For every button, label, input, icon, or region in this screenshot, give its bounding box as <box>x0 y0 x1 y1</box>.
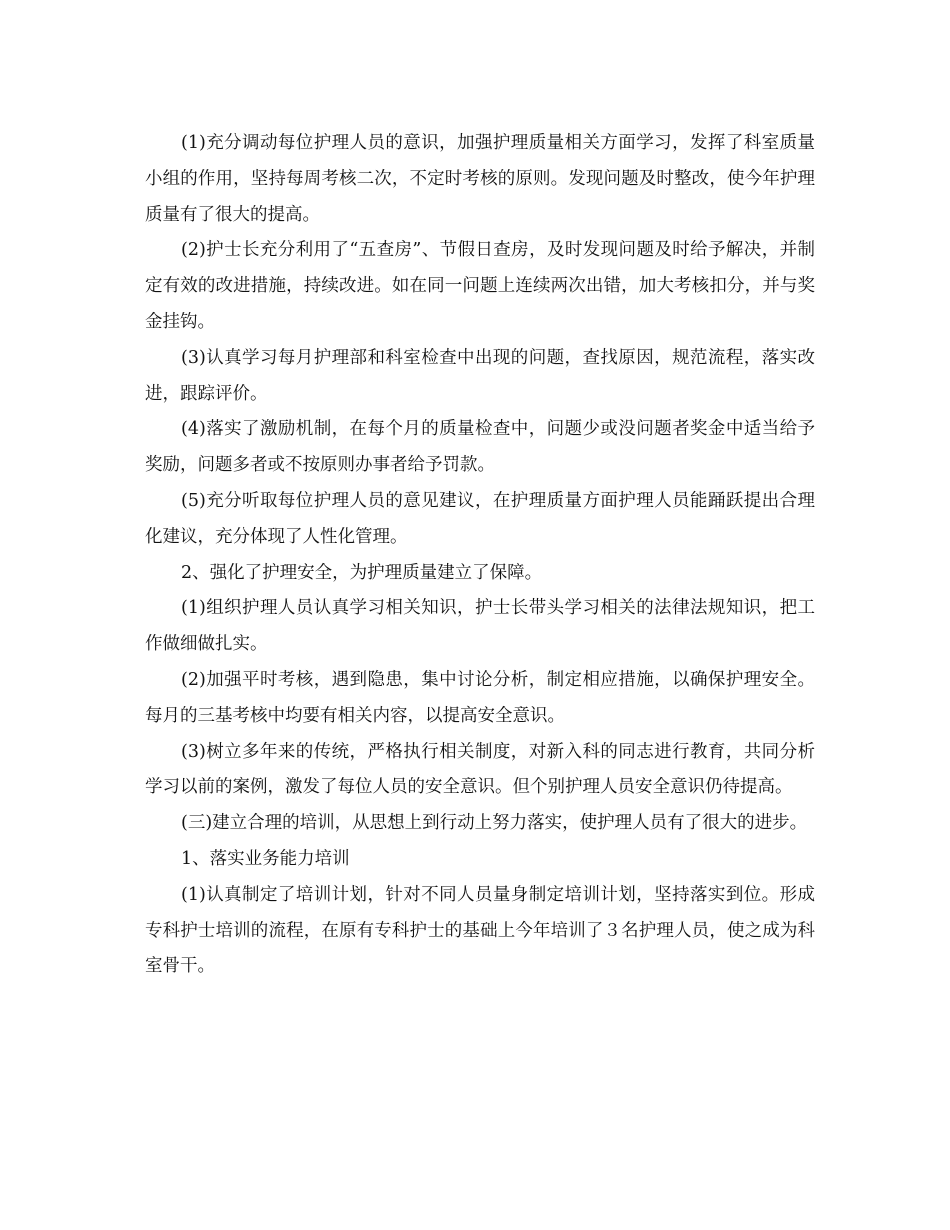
paragraph-quality-2: (2)护士长充分利用了“五查房”、节假日查房，及时发现问题及时给予解决，并制定有效的改进措施，持续改进。如在同一问题上连续两次出错，加大考核扣分，并与奖金挂钩。 <box>145 240 815 332</box>
paragraph-quality-4: (4)落实了激励机制，在每个月的质量检查中，问题少或没问题者奖金中适当给予奖励，问题多者或不按原则办事者给予罚款。 <box>145 419 815 476</box>
subheading-skills-training: 1、落实业务能力培训 <box>181 848 350 869</box>
document-body <box>145 126 815 985</box>
paragraph-training-1: (1)认真制定了培训计划，针对不同人员量身制定培训计划，坚持落实到位。形成专科护士培训的流程，在原有专科护士的基础上今年培训了３名护理人员，使之成为科室骨干。 <box>145 884 815 977</box>
section-heading-training: (三)建立合理的培训，从思想上到行动上努力落实，使护理人员有了很大的进步。 <box>181 813 808 834</box>
paragraph-safety-1: (1)组织护理人员认真学习相关知识，护士长带头学习相关的法律法规知识，把工作做细做扎实。 <box>145 598 815 655</box>
paragraph-quality-5: (5)充分听取每位护理人员的意见建议，在护理质量方面护理人员能踊跃提出合理化建议，充分体现了人性化管理。 <box>145 490 815 547</box>
paragraph-quality-3: (3)认真学习每月护理部和科室检查中出现的问题，查找原因，规范流程，落实改进，跟踪评价。 <box>145 347 815 404</box>
paragraph-quality-1: (1)充分调动每位护理人员的意识，加强护理质量相关方面学习，发挥了科室质量小组的作用，坚持每周考核二次，不定时考核的原则。发现问题及时整改，使今年护理质量有了很大的提高。 <box>145 133 815 225</box>
paragraph-safety-2: (2)加强平时考核，遇到隐患，集中讨论分析，制定相应措施，以确保护理安全。每月的三基考核中均要有相关内容，以提高安全意识。 <box>145 669 815 726</box>
section-heading-safety: 2、强化了护理安全，为护理质量建立了保障。 <box>181 562 543 583</box>
paragraph-safety-3: (3)树立多年来的传统，严格执行相关制度，对新入科的同志进行教育，共同分析学习以前的案例，激发了每位人员的安全意识。但个别护理人员安全意识仍待提高。 <box>145 741 815 798</box>
